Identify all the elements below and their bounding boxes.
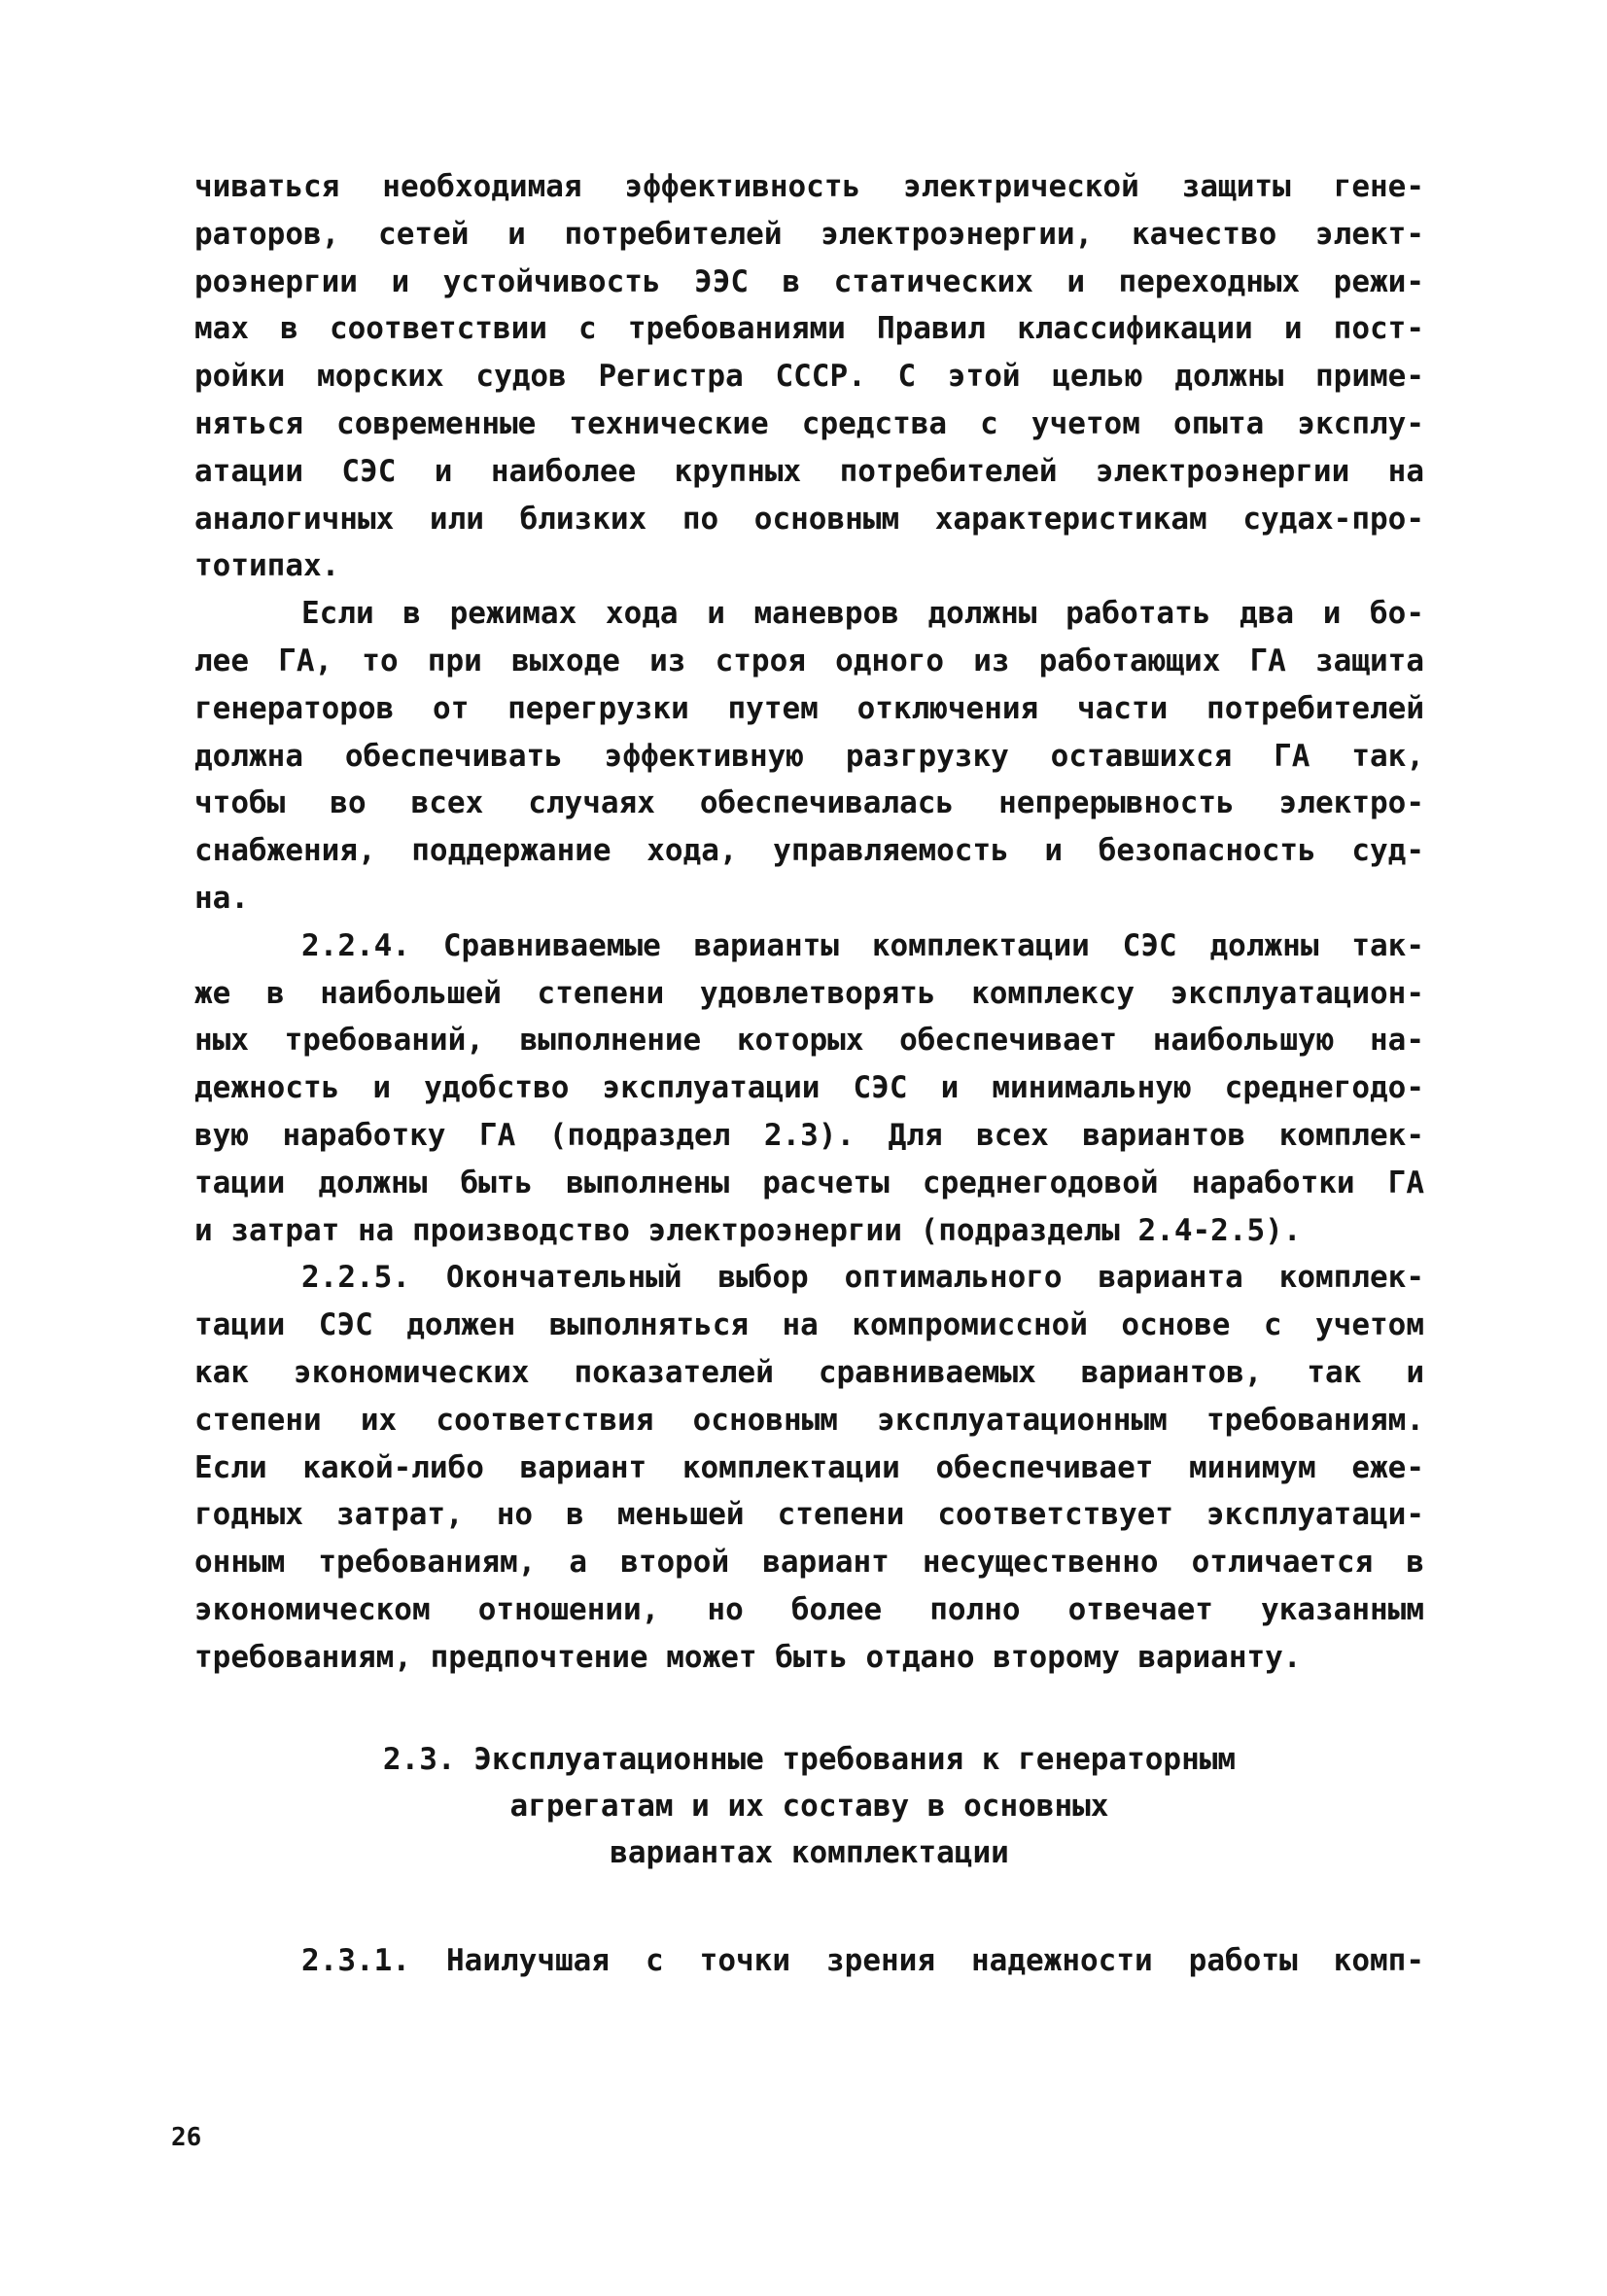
paragraph-1: [194, 163, 1424, 590]
page-number: 26: [171, 2123, 202, 2152]
body-text: [194, 163, 1424, 1682]
text-line: требованиям, предпочтение может быть отдано второму варианту.: [194, 1639, 1302, 1675]
text-line: 2.3.1. Наилучшая с точки зрения надежности работы комп-: [301, 1943, 1424, 1978]
paragraph-2: [194, 590, 1424, 922]
section-heading: [194, 1736, 1424, 1876]
text-line: ных требований, выполнение которых обеспечивает наибольшую на-: [194, 1023, 1424, 1059]
text-line: онным требованиям, а второй вариант несущественно отличается в: [194, 1545, 1424, 1581]
text-line: ройки морских судов Регистра СССР. С этой целью должны приме-: [194, 359, 1424, 395]
text-line: 2.2.4. Сравниваемые варианты комплектации СЭС должны так-: [301, 927, 1424, 963]
text-line: и затрат на производство электроэнергии (подразделы 2.4-2.5).: [194, 1212, 1302, 1248]
text-line: степени их соответствия основным эксплуатационным требованиям.: [194, 1402, 1424, 1438]
text-line: дежность и удобство эксплуатации СЭС и минимальную среднегодо-: [194, 1070, 1424, 1106]
text-line: на.: [194, 880, 249, 916]
text-line: генераторов от перегрузки путем отключения части потребителей: [194, 690, 1424, 726]
heading-line: вариантах комплектации: [610, 1835, 1009, 1870]
text-line: тотипах.: [194, 548, 340, 584]
text-line: Если в режимах хода и маневров должны работать два и бо-: [301, 596, 1424, 632]
text-line: мах в соответствии с требованиями Правил классификации и пост-: [194, 311, 1424, 347]
text-line: атации СЭС и наиболее крупных потребителей электроэнергии на: [194, 453, 1424, 489]
text-line: годных затрат, но в меньшей степени соответствует эксплуатаци-: [194, 1497, 1424, 1533]
text-line: тации СЭС должен выполняться на компромиссной основе с учетом: [194, 1307, 1424, 1343]
text-line: должна обеспечивать эффективную разгрузку оставшихся ГА так,: [194, 738, 1424, 774]
text-line: 2.2.5. Окончательный выбор оптимального варианта комплек-: [301, 1260, 1424, 1296]
heading-line: 2.3. Эксплуатационные требования к генераторным: [382, 1742, 1237, 1777]
paragraph-2-2-4: [194, 922, 1424, 1255]
text-line: няться современные технические средства с учетом опыта эксплу-: [194, 405, 1424, 441]
text-line: чиваться необходимая эффективность электрической защиты гене-: [194, 169, 1424, 204]
text-line: чтобы во всех случаях обеспечивалась непрерывность электро-: [194, 785, 1424, 821]
text-line: роэнергии и устойчивость ЭЭС в статических и переходных режи-: [194, 263, 1424, 299]
text-line: аналогичных или близких по основным характеристикам судах-про-: [194, 501, 1424, 537]
text-line: вую наработку ГА (подраздел 2.3). Для всех вариантов комплек-: [194, 1117, 1424, 1153]
text-line: тации должны быть выполнены расчеты среднегодовой наработки ГА: [194, 1165, 1424, 1200]
text-line: Если какой-либо вариант комплектации обеспечивает минимум еже-: [194, 1449, 1424, 1485]
paragraph-2-2-5: [194, 1254, 1424, 1681]
text-line: лее ГА, то при выходе из строя одного из работающих ГА защита: [194, 643, 1424, 678]
text-line: экономическом отношении, но более полно отвечает указанным: [194, 1591, 1424, 1627]
heading-line: агрегатам и их составу в основных: [509, 1789, 1109, 1824]
subsection-2-3-1: [301, 1937, 1424, 1984]
text-line: же в наибольшей степени удовлетворять комплексу эксплуатацион-: [194, 975, 1424, 1011]
text-line: как экономических показателей сравниваемых вариантов, так и: [194, 1354, 1424, 1390]
text-line: снабжения, поддержание хода, управляемость и безопасность суд-: [194, 833, 1424, 869]
text-line: раторов, сетей и потребителей электроэнергии, качество элект-: [194, 216, 1424, 252]
